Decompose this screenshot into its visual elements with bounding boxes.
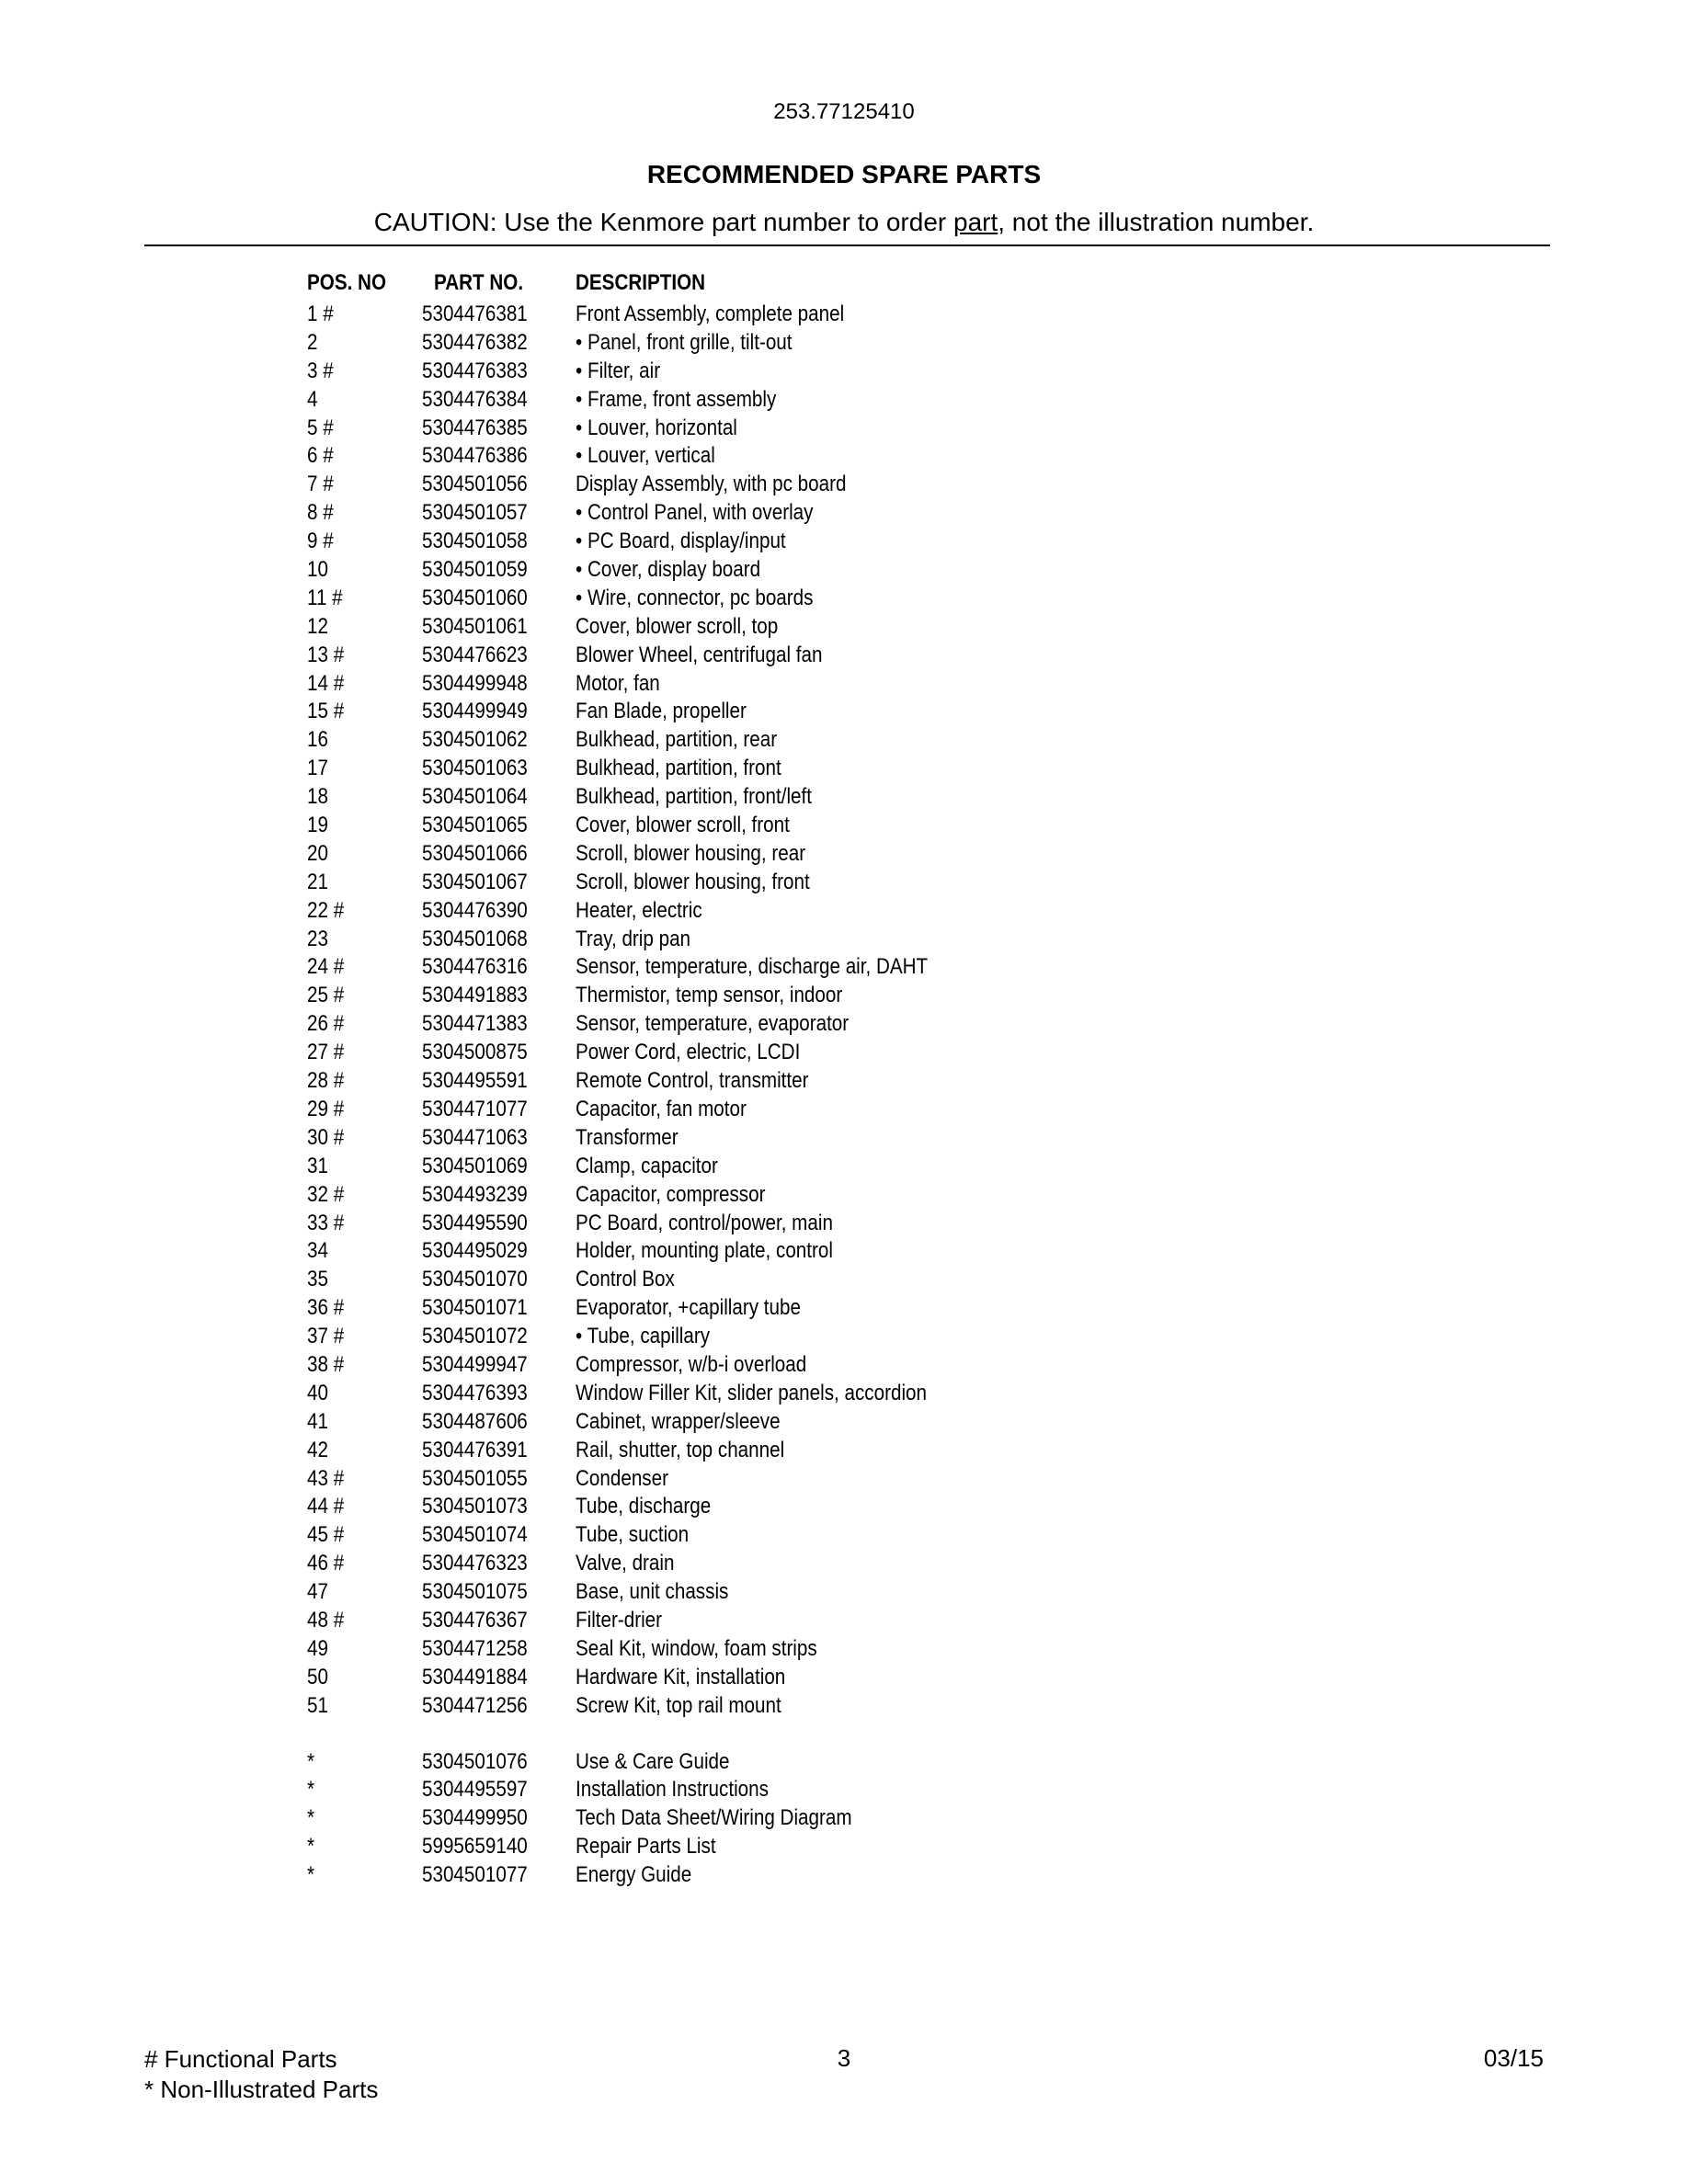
row-pos: 14 # — [307, 670, 345, 696]
parts-rows — [307, 301, 1135, 1722]
row-part-number: 5304476623 — [422, 642, 528, 667]
row-part-number: 5304471256 — [422, 1692, 528, 1718]
row-part-number: 5304476393 — [422, 1380, 528, 1405]
table-row — [307, 1040, 1135, 1068]
page-number: 3 — [837, 2044, 851, 2072]
row-part-number: 5304501073 — [422, 1494, 528, 1519]
model-number: 253.77125410 — [773, 99, 915, 124]
row-part-number: 5304476391 — [422, 1437, 528, 1462]
row-part-number: 5304476316 — [422, 954, 528, 980]
row-part-number: 5304501066 — [422, 840, 528, 866]
non-illustrated-rows — [307, 1749, 1135, 1891]
table-row — [307, 1182, 1135, 1211]
row-description: Bulkhead, partition, rear — [576, 727, 778, 753]
column-header-part: PART NO. — [434, 270, 524, 295]
row-pos: 46 # — [307, 1551, 345, 1576]
row-pos: 49 — [307, 1635, 328, 1661]
row-part-number: 5304499948 — [422, 670, 528, 696]
row-pos: 43 # — [307, 1465, 345, 1491]
row-pos: 9 # — [307, 529, 334, 554]
table-row — [307, 1438, 1135, 1466]
table-row — [307, 671, 1135, 700]
row-pos: 30 # — [307, 1124, 345, 1150]
row-part-number: 5304501058 — [422, 529, 528, 554]
row-part-number: 5304501067 — [422, 869, 528, 894]
row-description: Evaporator, +capillary tube — [576, 1295, 801, 1321]
row-part-number: 5304471077 — [422, 1096, 528, 1121]
row-part-number: 5304501055 — [422, 1465, 528, 1491]
row-part-number: 5304476367 — [422, 1607, 528, 1632]
table-row — [307, 841, 1135, 870]
row-part-number: 5304495590 — [422, 1210, 528, 1235]
row-description: • Cover, display board — [576, 557, 761, 583]
table-row — [307, 1777, 1135, 1805]
row-description: Power Cord, electric, LCDI — [576, 1040, 801, 1065]
row-description: Motor, fan — [576, 670, 660, 696]
row-description: Control Box — [576, 1267, 675, 1292]
row-description: Valve, drain — [576, 1551, 675, 1576]
table-row — [307, 1154, 1135, 1182]
page-title: RECOMMENDED SPARE PARTS — [646, 160, 1042, 188]
table-row — [307, 1494, 1135, 1522]
row-part-number: 5304501063 — [422, 756, 528, 781]
table-row — [307, 1665, 1135, 1693]
table-row — [307, 1608, 1135, 1636]
column-header-description: DESCRIPTION — [576, 270, 706, 295]
row-description: Repair Parts List — [576, 1834, 716, 1860]
row-description: Display Assembly, with pc board — [576, 472, 847, 497]
table-row — [307, 1211, 1135, 1239]
row-pos: 38 # — [307, 1351, 345, 1377]
row-part-number: 5304501057 — [422, 500, 528, 526]
row-description: Condenser — [576, 1465, 668, 1491]
row-part-number: 5304501068 — [422, 926, 528, 951]
row-pos: 28 # — [307, 1068, 345, 1094]
row-pos: 3 # — [307, 358, 334, 383]
row-pos: 7 # — [307, 472, 334, 497]
row-description: Clamp, capacitor — [576, 1153, 718, 1178]
table-row — [307, 443, 1135, 472]
table-header — [307, 270, 1135, 301]
row-description: Seal Kit, window, foam strips — [576, 1635, 817, 1661]
row-part-number: 5304493239 — [422, 1181, 528, 1207]
row-description: Rail, shutter, top channel — [576, 1437, 785, 1462]
table-row — [307, 358, 1135, 387]
row-pos: 1 # — [307, 301, 334, 326]
row-description: • Wire, connector, pc boards — [576, 585, 814, 610]
row-description: Cover, blower scroll, front — [576, 813, 790, 838]
caution-text-after: , not the illustration number. — [998, 208, 1315, 236]
row-part-number: 5304501072 — [422, 1324, 528, 1349]
row-pos: 17 — [307, 756, 328, 781]
row-pos: 40 — [307, 1380, 328, 1405]
row-part-number: 5304501061 — [422, 613, 528, 639]
row-part-number: 5304476323 — [422, 1551, 528, 1576]
row-pos: 34 — [307, 1238, 328, 1264]
row-part-number: 5304501060 — [422, 585, 528, 610]
table-row — [307, 529, 1135, 557]
legend-functional: # Functional Parts — [144, 2045, 337, 2073]
caution-part-link: part — [953, 208, 998, 236]
row-pos: 18 — [307, 784, 328, 810]
row-description: Installation Instructions — [576, 1777, 769, 1803]
row-pos: * — [307, 1862, 315, 1888]
row-part-number: 5304501064 — [422, 784, 528, 810]
row-pos: 45 # — [307, 1522, 345, 1548]
row-part-number: 5304495591 — [422, 1068, 528, 1094]
row-description: PC Board, control/power, main — [576, 1210, 833, 1235]
row-part-number: 5304501077 — [422, 1862, 528, 1888]
row-description: Cover, blower scroll, top — [576, 613, 779, 639]
row-pos: 13 # — [307, 642, 345, 667]
row-pos: 10 — [307, 557, 328, 583]
row-description: Scroll, blower housing, rear — [576, 840, 806, 866]
row-pos: 27 # — [307, 1040, 345, 1065]
row-description: Sensor, temperature, evaporator — [576, 1011, 850, 1037]
row-pos: 11 # — [307, 585, 343, 610]
row-pos: 35 — [307, 1267, 328, 1292]
row-description: Tube, discharge — [576, 1494, 712, 1519]
table-row — [307, 1068, 1135, 1097]
table-row — [307, 927, 1135, 955]
row-pos: 21 — [307, 869, 328, 894]
table-row — [307, 699, 1135, 727]
row-description: • Panel, front grille, tilt-out — [576, 329, 793, 355]
row-description: • Filter, air — [576, 358, 661, 383]
legend-non-illustrated: * Non-Illustrated Parts — [144, 2076, 379, 2103]
row-description: Compressor, w/b-i overload — [576, 1351, 807, 1377]
row-description: Screw Kit, top rail mount — [576, 1692, 781, 1718]
table-row — [307, 1693, 1135, 1722]
row-pos: 22 # — [307, 897, 345, 923]
table-row — [307, 1267, 1135, 1295]
table-row — [307, 1522, 1135, 1551]
row-part-number: 5304501076 — [422, 1748, 528, 1774]
table-row — [307, 472, 1135, 500]
row-description: Holder, mounting plate, control — [576, 1238, 833, 1264]
row-part-number: 5995659140 — [422, 1834, 528, 1860]
row-description: Transformer — [576, 1124, 679, 1150]
footer-date: 03/15 — [1483, 2044, 1544, 2072]
table-row — [307, 813, 1135, 841]
table-row — [307, 1324, 1135, 1352]
row-part-number: 5304501071 — [422, 1295, 528, 1321]
table-row — [307, 1097, 1135, 1125]
row-pos: 15 # — [307, 699, 345, 724]
row-part-number: 5304501070 — [422, 1267, 528, 1292]
table-row — [307, 387, 1135, 415]
table-row — [307, 1381, 1135, 1409]
row-description: Tech Data Sheet/Wiring Diagram — [576, 1805, 852, 1831]
row-part-number: 5304501062 — [422, 727, 528, 753]
table-row — [307, 1862, 1135, 1891]
row-description: Remote Control, transmitter — [576, 1068, 809, 1094]
column-header-pos: POS. NO — [307, 270, 387, 295]
row-description: • PC Board, display/input — [576, 529, 786, 554]
row-pos: * — [307, 1805, 315, 1831]
row-part-number: 5304501069 — [422, 1153, 528, 1178]
parts-table — [307, 270, 1135, 1891]
row-part-number: 5304495597 — [422, 1777, 528, 1803]
row-description: Fan Blade, propeller — [576, 699, 747, 724]
row-pos: 36 # — [307, 1295, 345, 1321]
table-row — [307, 756, 1135, 784]
row-description: Energy Guide — [576, 1862, 692, 1888]
table-row — [307, 1551, 1135, 1579]
caution-note — [0, 208, 1688, 237]
row-description: Sensor, temperature, discharge air, DAHT — [576, 954, 929, 980]
row-pos: 23 — [307, 926, 328, 951]
row-description: Hardware Kit, installation — [576, 1664, 786, 1689]
row-pos: 42 — [307, 1437, 328, 1462]
row-description: Front Assembly, complete panel — [576, 301, 845, 326]
row-description: Heater, electric — [576, 897, 702, 923]
row-description: Filter-drier — [576, 1607, 663, 1632]
row-part-number: 5304499947 — [422, 1351, 528, 1377]
row-description: • Louver, vertical — [576, 443, 715, 469]
row-part-number: 5304471383 — [422, 1011, 528, 1037]
table-row — [307, 1238, 1135, 1267]
row-pos: 6 # — [307, 443, 334, 469]
table-row — [307, 1834, 1135, 1862]
table-row — [307, 1409, 1135, 1438]
table-row — [307, 1352, 1135, 1381]
row-description: Capacitor, fan motor — [576, 1096, 747, 1121]
row-part-number: 5304501059 — [422, 557, 528, 583]
row-part-number: 5304501075 — [422, 1579, 528, 1605]
row-pos: 2 — [307, 329, 318, 355]
row-pos: 29 # — [307, 1096, 345, 1121]
row-pos: * — [307, 1777, 315, 1803]
row-part-number: 5304476390 — [422, 897, 528, 923]
table-row — [307, 1466, 1135, 1495]
caution-text-before: CAUTION: Use the Kenmore part number to order — [373, 208, 953, 236]
row-pos: 19 — [307, 813, 328, 838]
row-description: Bulkhead, partition, front — [576, 756, 781, 781]
table-row — [307, 1579, 1135, 1608]
row-pos: 26 # — [307, 1011, 345, 1037]
row-pos: 37 # — [307, 1324, 345, 1349]
table-row — [307, 784, 1135, 813]
table-row — [307, 500, 1135, 529]
header-divider — [144, 245, 1550, 246]
row-part-number: 5304476385 — [422, 415, 528, 440]
table-row — [307, 1805, 1135, 1834]
row-part-number: 5304487606 — [422, 1408, 528, 1434]
row-description: Thermistor, temp sensor, indoor — [576, 983, 843, 1008]
row-part-number: 5304499949 — [422, 699, 528, 724]
table-row — [307, 898, 1135, 927]
row-part-number: 5304500875 — [422, 1040, 528, 1065]
table-row — [307, 614, 1135, 643]
row-pos: 4 — [307, 386, 318, 412]
table-row — [307, 1636, 1135, 1665]
table-row — [307, 301, 1135, 330]
row-description: Bulkhead, partition, front/left — [576, 784, 813, 810]
row-description: Tube, suction — [576, 1522, 690, 1548]
row-part-number: 5304476382 — [422, 329, 528, 355]
row-description: • Frame, front assembly — [576, 386, 777, 412]
table-row — [307, 643, 1135, 671]
table-row — [307, 557, 1135, 586]
row-part-number: 5304491883 — [422, 983, 528, 1008]
table-row — [307, 586, 1135, 614]
row-description: • Louver, horizontal — [576, 415, 737, 440]
row-pos: 51 — [307, 1692, 328, 1718]
row-pos: 31 — [307, 1153, 328, 1178]
row-part-number: 5304501074 — [422, 1522, 528, 1548]
row-description: • Control Panel, with overlay — [576, 500, 814, 526]
row-description: Cabinet, wrapper/sleeve — [576, 1408, 781, 1434]
row-description: Window Filler Kit, slider panels, accordion — [576, 1380, 928, 1405]
table-row — [307, 330, 1135, 358]
table-row — [307, 983, 1135, 1011]
row-part-number: 5304476384 — [422, 386, 528, 412]
row-description: Tray, drip pan — [576, 926, 691, 951]
table-row — [307, 1125, 1135, 1154]
row-part-number: 5304491884 — [422, 1664, 528, 1689]
row-pos: 20 — [307, 840, 328, 866]
row-part-number: 5304476386 — [422, 443, 528, 469]
row-pos: 12 — [307, 613, 328, 639]
row-pos: 5 # — [307, 415, 334, 440]
row-part-number: 5304471063 — [422, 1124, 528, 1150]
row-pos: 41 — [307, 1408, 328, 1434]
row-part-number: 5304501065 — [422, 813, 528, 838]
row-part-number: 5304476383 — [422, 358, 528, 383]
row-pos: * — [307, 1834, 315, 1860]
table-row — [307, 1749, 1135, 1778]
row-part-number: 5304499950 — [422, 1805, 528, 1831]
row-part-number: 5304501056 — [422, 472, 528, 497]
row-description: Use & Care Guide — [576, 1748, 730, 1774]
row-description: Scroll, blower housing, front — [576, 869, 810, 894]
row-pos: 16 — [307, 727, 328, 753]
row-part-number: 5304495029 — [422, 1238, 528, 1264]
row-gap — [307, 1722, 1135, 1749]
table-row — [307, 1011, 1135, 1040]
row-pos: * — [307, 1748, 315, 1774]
row-description: Capacitor, compressor — [576, 1181, 766, 1207]
row-pos: 47 — [307, 1579, 328, 1605]
table-row — [307, 954, 1135, 983]
row-description: • Tube, capillary — [576, 1324, 711, 1349]
row-part-number: 5304471258 — [422, 1635, 528, 1661]
table-row — [307, 415, 1135, 444]
row-pos: 24 # — [307, 954, 345, 980]
row-pos: 48 # — [307, 1607, 345, 1632]
row-part-number: 5304476381 — [422, 301, 528, 326]
row-description: Base, unit chassis — [576, 1579, 729, 1605]
row-pos: 25 # — [307, 983, 345, 1008]
row-pos: 32 # — [307, 1181, 345, 1207]
row-pos: 44 # — [307, 1494, 345, 1519]
row-pos: 33 # — [307, 1210, 345, 1235]
table-row — [307, 870, 1135, 898]
table-row — [307, 1295, 1135, 1324]
row-pos: 8 # — [307, 500, 334, 526]
table-row — [307, 727, 1135, 756]
row-pos: 50 — [307, 1664, 328, 1689]
row-description: Blower Wheel, centrifugal fan — [576, 642, 823, 667]
